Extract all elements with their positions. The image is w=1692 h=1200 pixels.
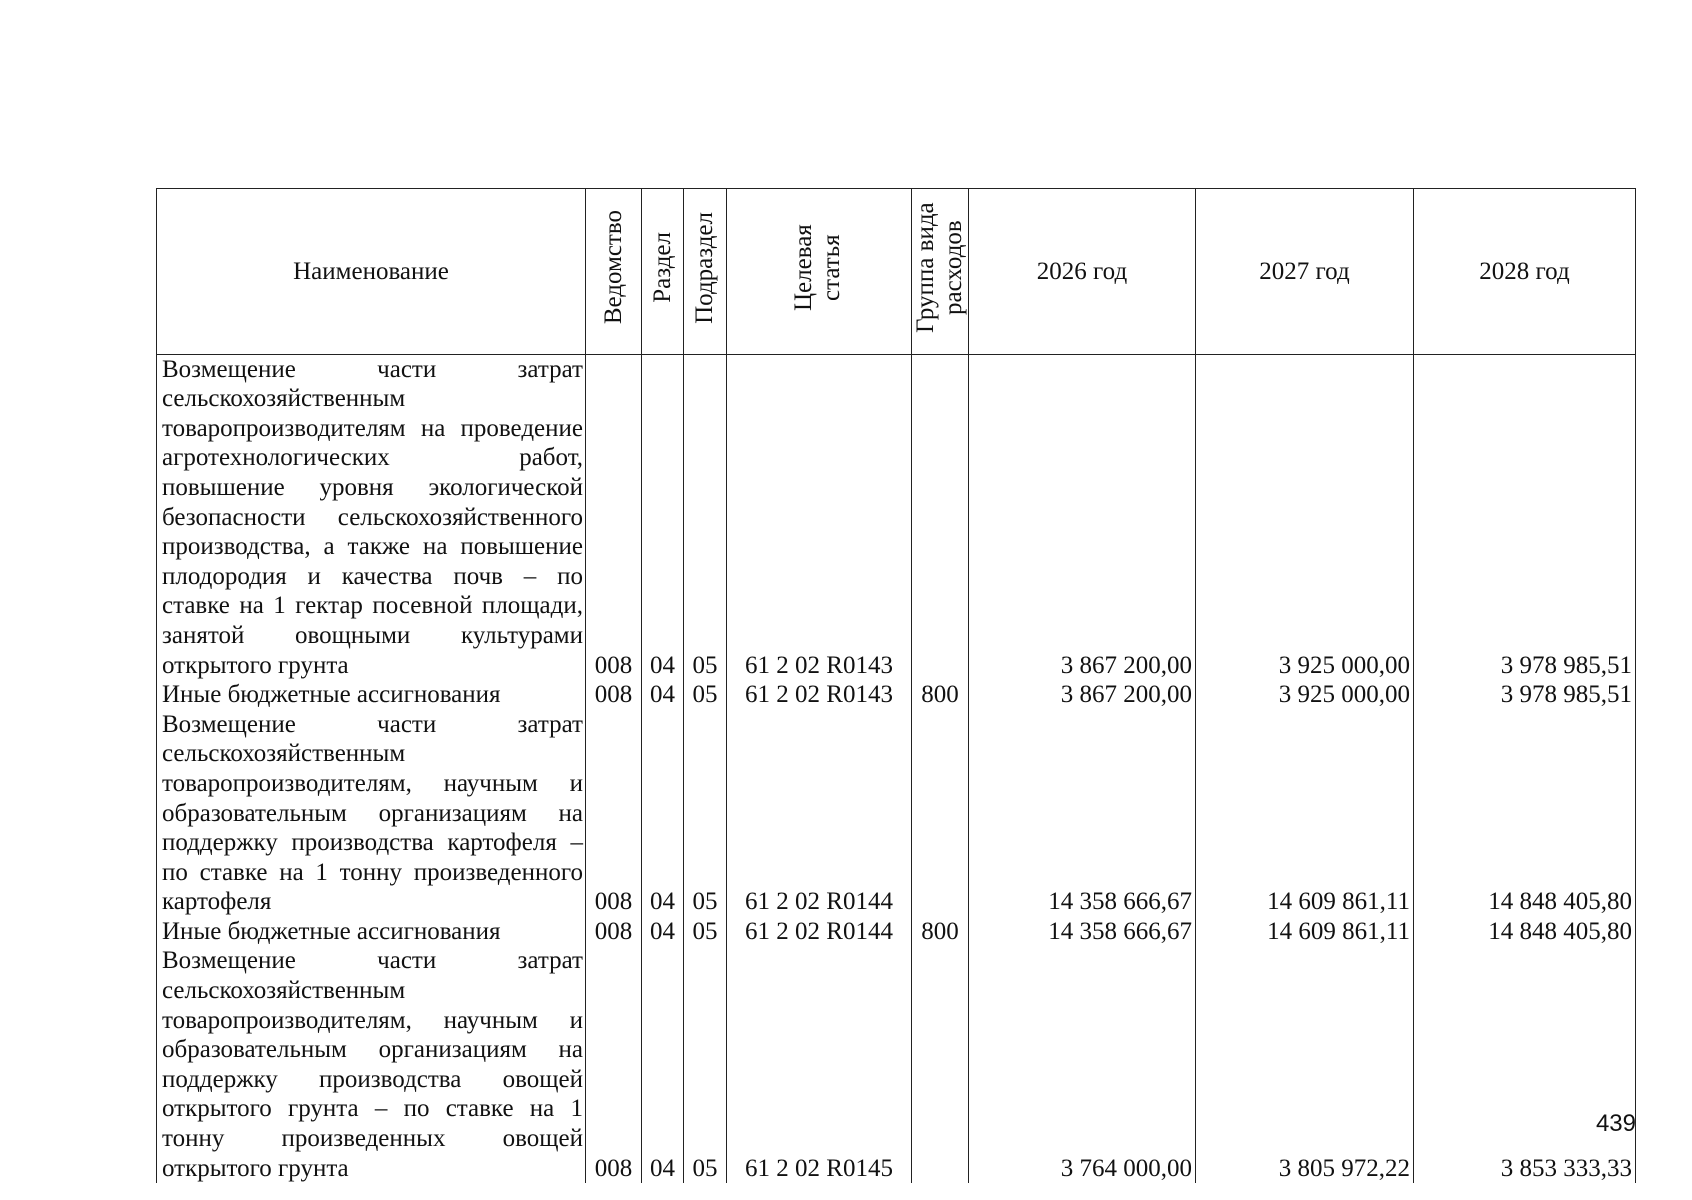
row-year-2028: 3 853 333,33 xyxy=(1414,946,1636,1183)
row-year-2027: 14 609 861,11 xyxy=(1196,917,1414,947)
row-name: Возмещение части затрат сельскохозяйственным товаропроизводителям, научным и образовательным организациям на поддержку производства овощей открытого грунта – по ставке на 1 тонну произведенных овощей открытого грунта xyxy=(157,946,586,1183)
row-name: Иные бюджетные ассигнования xyxy=(157,680,586,710)
row-year-2026: 3 764 000,00 xyxy=(969,946,1196,1183)
row-gruppa-vida-rashodov: 800 xyxy=(912,917,969,947)
page-number: 439 xyxy=(1595,1110,1636,1137)
row-celevaya-statya: 61 2 02 R0144 xyxy=(727,917,912,947)
row-year-2027: 14 609 861,11 xyxy=(1196,710,1414,917)
row-razdel: 04 xyxy=(642,917,684,947)
row-podrazdel: 05 xyxy=(684,946,727,1183)
row-name: Возмещение части затрат сельскохозяйственным товаропроизводителям, научным и образовательным организациям на поддержку производства картофеля – по ставке на 1 тонну произведенного картофеля xyxy=(157,710,586,917)
row-razdel: 04 xyxy=(642,710,684,917)
table-row xyxy=(157,710,1636,917)
row-celevaya-statya: 61 2 02 R0143 xyxy=(727,354,912,680)
row-year-2026: 14 358 666,67 xyxy=(969,710,1196,917)
header-year-2028: 2028 год xyxy=(1414,189,1636,355)
row-celevaya-statya: 61 2 02 R0144 xyxy=(727,710,912,917)
row-vedomstvo: 008 xyxy=(586,710,642,917)
row-year-2028: 3 978 985,51 xyxy=(1414,680,1636,710)
header-vedomstvo xyxy=(586,189,642,355)
row-razdel: 04 xyxy=(642,680,684,710)
header-celevaya-statya xyxy=(727,189,912,355)
row-year-2026: 3 867 200,00 xyxy=(969,354,1196,680)
table-row xyxy=(157,354,1636,680)
row-year-2027: 3 925 000,00 xyxy=(1196,680,1414,710)
header-gruppa-vida-rashodov xyxy=(912,189,969,355)
row-year-2028: 3 978 985,51 xyxy=(1414,354,1636,680)
row-gruppa-vida-rashodov xyxy=(912,710,969,917)
row-year-2026: 14 358 666,67 xyxy=(969,917,1196,947)
row-gruppa-vida-rashodov: 800 xyxy=(912,680,969,710)
table-header-row xyxy=(157,189,1636,355)
header-podrazdel xyxy=(684,189,727,355)
budget-table xyxy=(156,188,1636,1183)
row-name: Иные бюджетные ассигнования xyxy=(157,917,586,947)
row-celevaya-statya: 61 2 02 R0145 xyxy=(727,946,912,1183)
header-celevaya-statya-label: Целевая статья xyxy=(790,224,845,311)
row-vedomstvo: 008 xyxy=(586,680,642,710)
row-razdel: 04 xyxy=(642,946,684,1183)
row-year-2026: 3 867 200,00 xyxy=(969,680,1196,710)
row-podrazdel: 05 xyxy=(684,917,727,947)
table-row xyxy=(157,680,1636,710)
row-year-2027: 3 925 000,00 xyxy=(1196,354,1414,680)
row-year-2028: 14 848 405,80 xyxy=(1414,917,1636,947)
table-row xyxy=(157,917,1636,947)
row-gruppa-vida-rashodov xyxy=(912,946,969,1183)
row-year-2028: 14 848 405,80 xyxy=(1414,710,1636,917)
header-year-2027: 2027 год xyxy=(1196,189,1414,355)
header-vedomstvo-label: Ведомство xyxy=(599,210,627,325)
row-celevaya-statya: 61 2 02 R0143 xyxy=(727,680,912,710)
row-name: Возмещение части затрат сельскохозяйственным товаропроизводителям на проведение агротехнологических работ, повышение уровня экологической безопасности сельскохозяйственного производства, а также на повышение плодородия и качества почв – по ставке на 1 гектар посевной площади, занятой овощными культурами открытого грунта xyxy=(157,354,586,680)
header-gruppa-vida-rashodov-label: Группа вида расходов xyxy=(912,202,967,333)
header-razdel xyxy=(642,189,684,355)
header-name: Наименование xyxy=(157,189,586,355)
row-vedomstvo: 008 xyxy=(586,354,642,680)
row-vedomstvo: 008 xyxy=(586,946,642,1183)
header-year-2026: 2026 год xyxy=(969,189,1196,355)
row-podrazdel: 05 xyxy=(684,354,727,680)
row-podrazdel: 05 xyxy=(684,710,727,917)
header-razdel-label: Раздел xyxy=(648,232,676,303)
table-row xyxy=(157,946,1636,1183)
header-podrazdel-label: Подраздел xyxy=(691,211,718,324)
row-gruppa-vida-rashodov xyxy=(912,354,969,680)
row-podrazdel: 05 xyxy=(684,680,727,710)
row-vedomstvo: 008 xyxy=(586,917,642,947)
row-razdel: 04 xyxy=(642,354,684,680)
row-year-2027: 3 805 972,22 xyxy=(1196,946,1414,1183)
